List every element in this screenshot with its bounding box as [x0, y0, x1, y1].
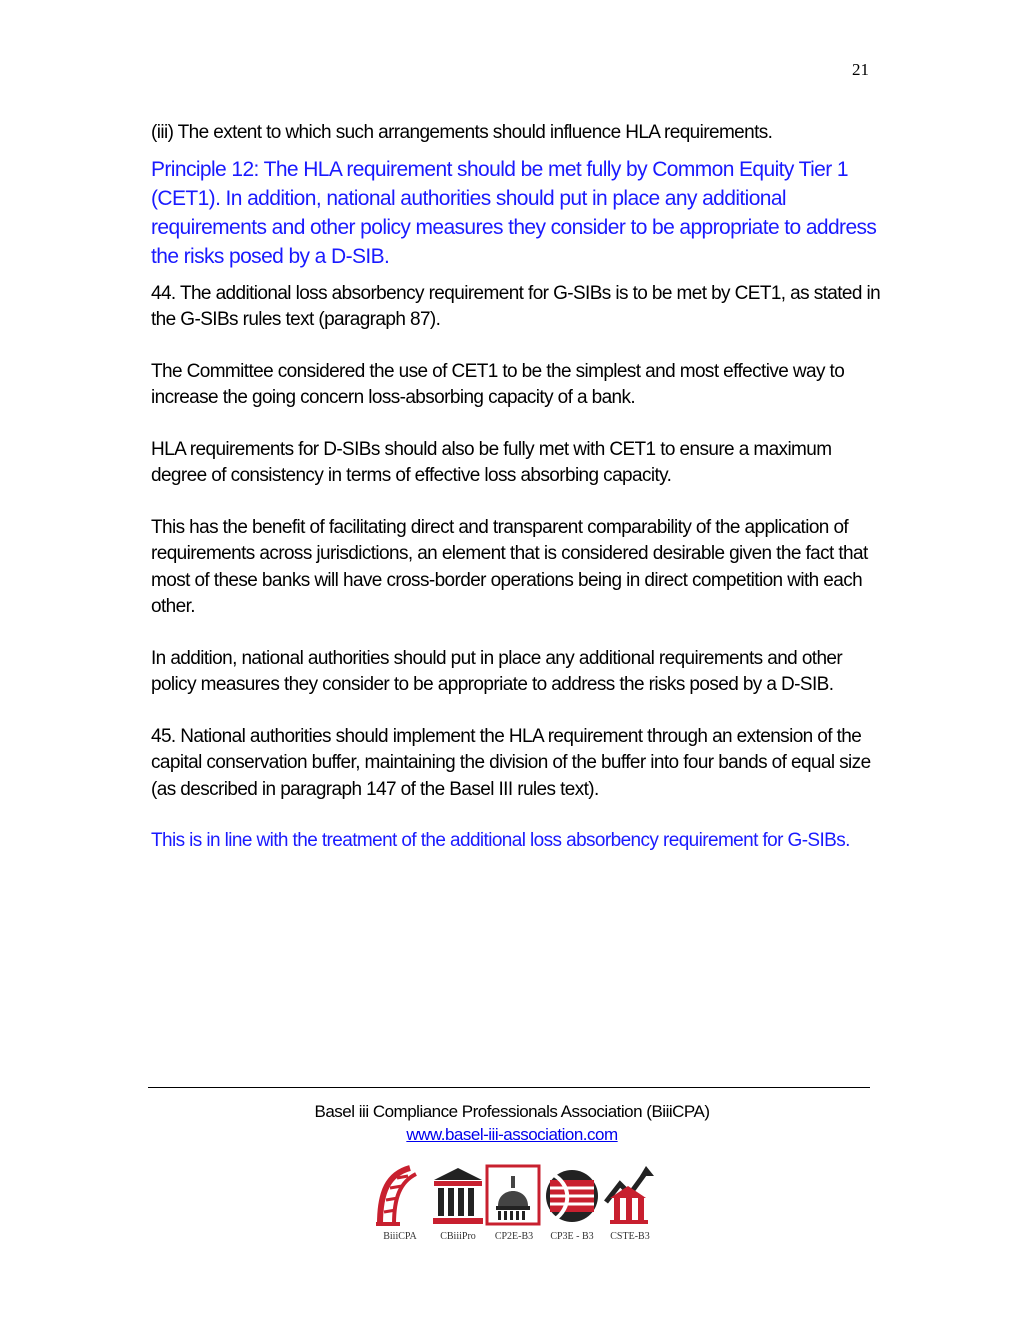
paragraph-gsib-treatment: This is in line with the treatment of the additional loss absorbency requirement for G-SIBs. [151, 830, 850, 851]
arch-ladder-logo-icon [370, 1162, 430, 1230]
globe-flag-logo-icon [542, 1162, 602, 1230]
paragraph-44: 44. The additional loss absorbency requirement for G-SIBs is to be met by CET1, as stated in the G-SIBs rules text (paragraph 87). [151, 282, 881, 330]
paragraph-comparability: This has the benefit of facilitating direct and transparent comparability of the application of requirements across jurisdictions, an element that is considered desirable given the fact that most of these banks will have cross-border operations being in direct competition with each other. [151, 516, 868, 617]
logo-caption: CP3E - B3 [550, 1231, 594, 1242]
biiicpa-logo [370, 1162, 430, 1247]
logo-caption: BiiiCPA [383, 1231, 417, 1242]
paragraph-iii: (iii) The extent to which such arrangements should influence HLA requirements. [151, 122, 773, 143]
cp3e-b3-logo [542, 1162, 602, 1247]
paragraph-hla-dsibs: HLA requirements for D-SIBs should also be fully met with CET1 to ensure a maximum degree of consistency in terms of effective loss absorbing capacity. [151, 438, 832, 486]
logo-caption: CBiiiPro [440, 1231, 476, 1242]
cste-b3-logo [600, 1162, 660, 1247]
paragraph-45: 45. National authorities should implement the HLA requirement through an extension of the capital conservation buffer, maintaining the division of the buffer into four bands of equal size (as described in paragraph 147 of the Basel III rules text). [151, 725, 871, 800]
cp2e-b3-logo [484, 1162, 544, 1247]
logo-caption: CSTE-B3 [610, 1231, 650, 1242]
logo-row [370, 1162, 660, 1247]
footer-website-link[interactable]: www.basel-iii-association.com [406, 1125, 618, 1144]
paragraph-committee: The Committee considered the use of CET1 to be the simplest and most effective way to increase the going concern loss-absorbing capacity of a bank. [151, 360, 845, 408]
footer-divider [148, 1087, 870, 1088]
page-body [151, 120, 881, 855]
classical-building-logo-icon [428, 1162, 488, 1230]
footer-organization: Basel iii Compliance Professionals Association (BiiiCPA) [314, 1102, 710, 1121]
rising-chart-logo-icon [600, 1162, 660, 1230]
principle-12-heading: Principle 12: The HLA requirement should be met fully by Common Equity Tier 1 (CET1). In addition, national authorities should put in place any additional requirements and other policy measures they consider to be appropriate to address the risks posed by a D-SIB. [151, 157, 877, 268]
logo-caption: CP2E-B3 [494, 1231, 534, 1242]
page-number: 21 [852, 60, 869, 79]
paragraph-national-authorities: In addition, national authorities should put in place any additional requirements and other policy measures they consider to be appropriate to address the risks posed by a D-SIB. [151, 647, 843, 695]
capitol-dome-logo-icon [484, 1162, 544, 1230]
